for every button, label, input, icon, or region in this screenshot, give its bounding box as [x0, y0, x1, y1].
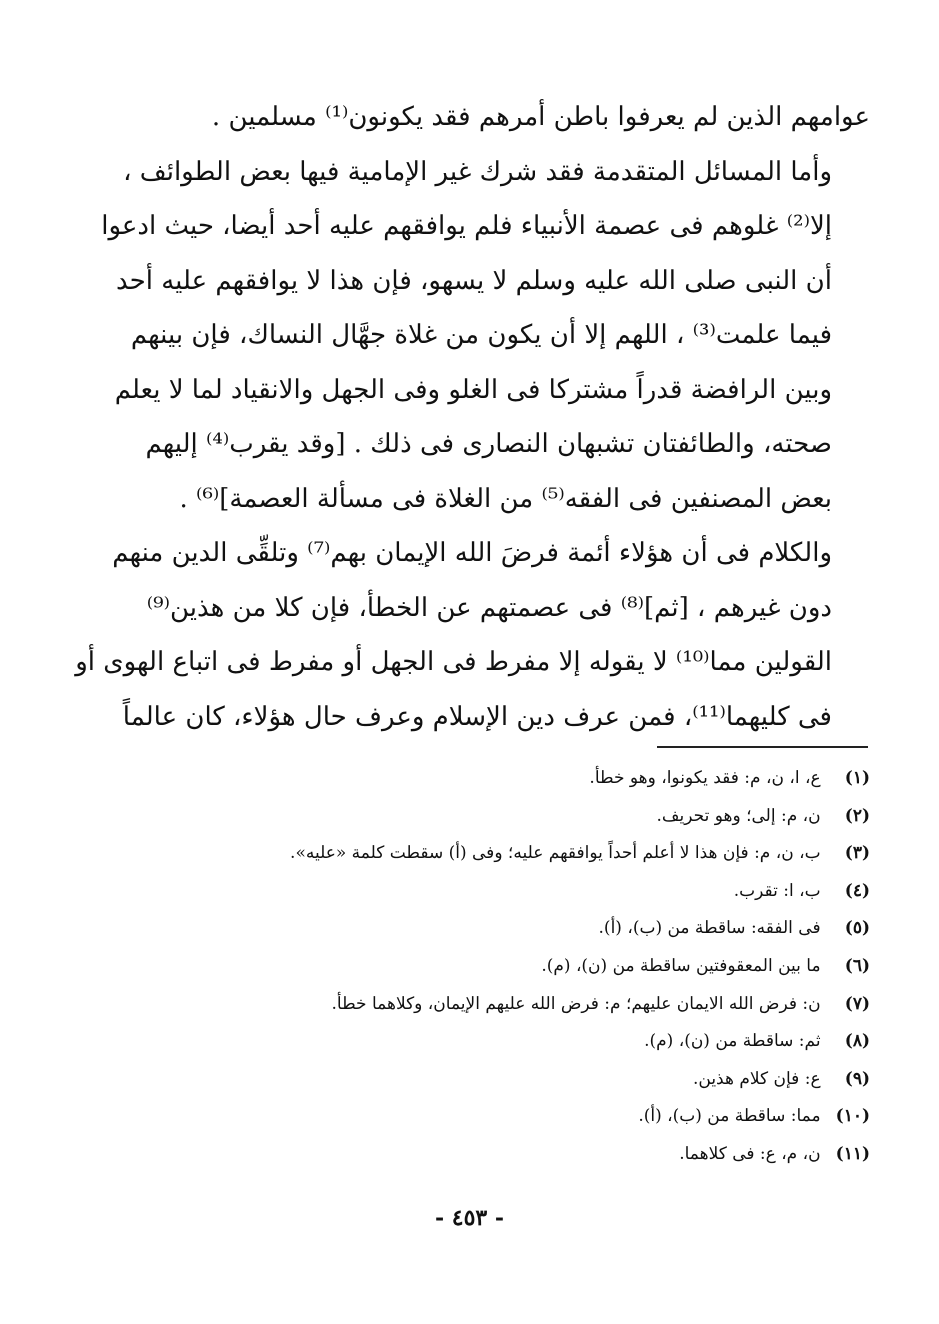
footnote-number: (١١)	[835, 1143, 870, 1164]
footnote-number: (٨)	[844, 1031, 870, 1052]
footnote-text: ن، م، ع: فى كلاهما.	[679, 1143, 821, 1164]
footnote-text: مما: ساقطة من (ب)، (أ).	[638, 1106, 821, 1127]
footnote-text: ثم: ساقطة من (ن)، (م).	[644, 1031, 821, 1052]
footnote	[160, 760, 870, 798]
footnote-number: (٥)	[844, 918, 870, 939]
footnote-number: (٦)	[844, 955, 870, 976]
footnote	[160, 1136, 870, 1174]
text-line: والكلام فى أن هؤلاء أئمة فرضَ الله الإيمان بهم⁽⁷⁾ وتلقِّى الدين منهم	[112, 538, 832, 568]
footnote	[160, 1098, 870, 1136]
text-line: فيما علمت⁽³⁾ ، اللهم إلا أن يكون من غلاة جهَّال النساك، فإن بينهم	[130, 320, 832, 350]
text-line: وبين الرافضة قدراً مشتركا فى الغلو وفى الجهل والانقياد لما لا يعلم	[114, 374, 832, 405]
footnote	[160, 1023, 870, 1061]
text-line: فى كليهما⁽¹¹⁾، فمن عرف دين الإسلام وعرف حال هؤلاء، كان عالماً	[122, 701, 832, 732]
footnote-number: (٤)	[844, 880, 870, 901]
footnote-text: ن: فرض الله الايمان عليهم؛ م: فرض الله عليهم الإيمان، وكلاهما خطأ.	[331, 993, 821, 1014]
text-line: دون غيرهم ، [ثم]⁽⁸⁾ فى عصمتهم عن الخطأ، فإن كلا من هذين⁽⁹⁾	[146, 592, 832, 623]
text-line: عوامهم الذين لم يعرفوا باطن أمرهم فقد يكونون⁽¹⁾ مسلمين .	[211, 102, 870, 132]
paragraph-2	[101, 145, 870, 527]
footnote-separator	[657, 746, 868, 748]
footnote	[160, 835, 870, 873]
footnote	[160, 1061, 870, 1099]
footnote-number: (١)	[844, 768, 870, 788]
main-text	[75, 90, 870, 744]
footnote	[160, 910, 870, 948]
footnote-number: (٣)	[844, 843, 870, 864]
footnote-number: (٧)	[844, 993, 870, 1014]
paragraph-3	[75, 526, 870, 744]
text-line: صحته، والطائفتان تشبهان النصارى فى ذلك . [وقد يقرب⁽⁴⁾ إليهم	[145, 429, 832, 459]
footnote-text: ب، ن، م: فإن هذا لا أعلم أحداً يوافقهم عليه؛ وفى (أ) سقطت كلمة «عليه».	[290, 843, 821, 864]
footnote-number: (١٠)	[835, 1106, 870, 1127]
text-line: بعض المصنفين فى الفقه⁽⁵⁾ من الغلاة فى مسألة العصمة]⁽⁶⁾ .	[179, 483, 832, 514]
page-number: - ٤٥٣ -	[434, 1205, 505, 1231]
footnote	[160, 873, 870, 911]
footnote-text: ب، ا: تقرب.	[733, 880, 821, 901]
footnote-text: فى الفقه: ساقطة من (ب)، (أ).	[598, 918, 821, 939]
footnote-text: ع، ا، ن، م: فقد يكونوا، وهو خطأ.	[589, 768, 821, 788]
footnote-text: ن، م: إلى؛ وهو تحريف.	[656, 805, 821, 826]
text-line: القولين مما⁽¹⁰⁾ لا يقوله إلا مفرط فى الجهل أو مفرط فى اتباع الهوى أو	[75, 647, 832, 677]
footnote-number: (٩)	[844, 1068, 870, 1089]
footnote-text: ع: فإن كلام هذين.	[692, 1068, 821, 1089]
text-line: أن النبى صلى الله عليه وسلم لا يسهو، فإن هذا لا يوافقهم عليه أحد	[115, 265, 832, 296]
footnote-number: (٢)	[844, 805, 870, 826]
footnote	[160, 798, 870, 836]
text-line: وأما المسائل المتقدمة فقد شرك غير الإمامية فيها بعض الطوائف ،	[123, 156, 832, 187]
text-line: إلا⁽²⁾ غلوهم فى عصمة الأنبياء فلم يوافقهم عليه أحد أيضا، حيث ادعوا	[101, 211, 832, 241]
footnote	[160, 948, 870, 986]
footnote	[160, 986, 870, 1024]
footnotes	[160, 760, 870, 1174]
footnote-text: ما بين المعقوفتين ساقطة من (ن)، (م).	[541, 955, 821, 976]
paragraph-1	[160, 90, 870, 145]
